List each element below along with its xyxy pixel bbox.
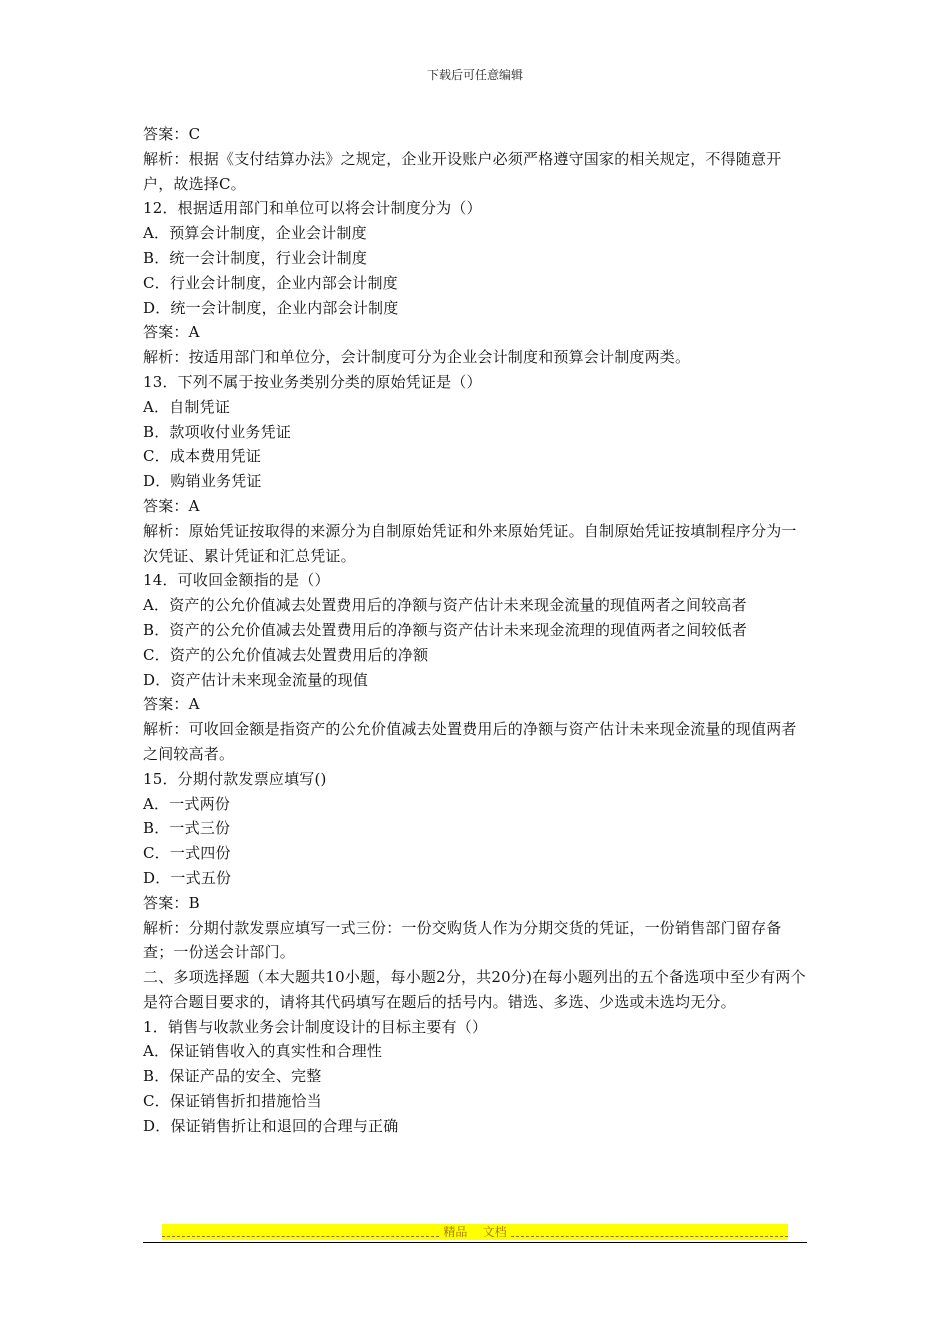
- page-header: 下载后可任意编辑: [426, 68, 523, 82]
- question-12: 12．根据适用部门和单位可以将会计制度分为（）: [143, 199, 482, 218]
- option-a: A．资产的公允价值减去处置费用后的净额与资产估计未来现金流量的现值两者之间较高者: [143, 596, 747, 615]
- explanation-line: 解析：分期付款发票应填写一式三份：一份交购货人作为分期交货的凭证，一份销售部门留存备查；一份送会计部门。: [143, 918, 782, 962]
- option-b: B．款项收付业务凭证: [143, 422, 292, 441]
- option-b: B．资产的公允价值减去处置费用后的净额与资产估计未来现金流理的现值两者之间较低者: [143, 620, 748, 639]
- option-d: D．保证销售折让和退回的合理与正确: [143, 1116, 399, 1135]
- footer-banner: [162, 1224, 788, 1240]
- answer-line: 答案：A: [143, 323, 200, 342]
- footer-dash-left: [162, 1228, 439, 1237]
- option-a: A．自制凭证: [143, 397, 231, 416]
- option-c: C．资产的公允价值减去处置费用后的净额: [143, 645, 429, 664]
- option-a: A．预算会计制度，企业会计制度: [143, 224, 367, 243]
- option-d: D．资产估计未来现金流量的现值: [143, 670, 369, 689]
- question-14: 14．可收回金额指的是（）: [143, 571, 330, 590]
- option-c: C．成本费用凭证: [143, 447, 262, 466]
- explanation-line: 解析：可收回金额是指资产的公允价值减去处置费用后的净额与资产估计未来现金流量的现值两者之间较高者。: [143, 720, 797, 763]
- section-heading: 二、多项选择题（本大题共10小题，每小题2分，共20分)在每小题列出的五个备选项中至少有两个是符合题目要求的，请将其代码填写在题后的括号内。错选、多选、少选或未选均无分。: [143, 968, 806, 1011]
- option-c: C．一式四份: [143, 844, 231, 863]
- document-body: [143, 122, 808, 1139]
- option-b: B．统一会计制度，行业会计制度: [143, 248, 368, 267]
- answer-line: 答案：A: [143, 496, 200, 515]
- explanation-line: 解析：根据《支付结算办法》之规定，企业开设账户必须严格遵守国家的相关规定，不得随意开户，故选择C。: [143, 149, 782, 193]
- option-d: D．统一会计制度，企业内部会计制度: [143, 298, 399, 317]
- answer-line: 答案：A: [143, 695, 200, 714]
- question-13: 13．下列不属于按业务类别分类的原始凭证是（）: [143, 372, 482, 391]
- explanation-line: 解析：按适用部门和单位分，会计制度可分为企业会计制度和预算会计制度两类。: [143, 348, 691, 367]
- footer-text: 精品 文档: [443, 1225, 507, 1239]
- explanation-line: 解析：原始凭证按取得的来源分为自制原始凭证和外来原始凭证。自制原始凭证按填制程序分为一次凭证、累计凭证和汇总凭证。: [143, 521, 797, 565]
- option-a: A．一式两份: [143, 794, 231, 813]
- option-a: A．保证销售收入的真实性和合理性: [143, 1042, 383, 1061]
- footer-rule: [143, 1242, 807, 1243]
- option-d: D．购销业务凭证: [143, 472, 262, 491]
- question-15: 15．分期付款发票应填写(): [143, 769, 327, 788]
- answer-line: 答案：B: [143, 893, 200, 912]
- option-b: B．一式三份: [143, 819, 231, 838]
- option-c: C．保证销售折扣措施恰当: [143, 1092, 322, 1111]
- question-1: 1．销售与收款业务会计制度设计的目标主要有（）: [143, 1017, 488, 1036]
- option-c: C．行业会计制度，企业内部会计制度: [143, 273, 398, 292]
- option-d: D．一式五份: [143, 868, 232, 887]
- answer-line: 答案：C: [143, 125, 201, 143]
- option-b: B．保证产品的安全、完整: [143, 1067, 322, 1086]
- footer-dash-right: [511, 1228, 788, 1237]
